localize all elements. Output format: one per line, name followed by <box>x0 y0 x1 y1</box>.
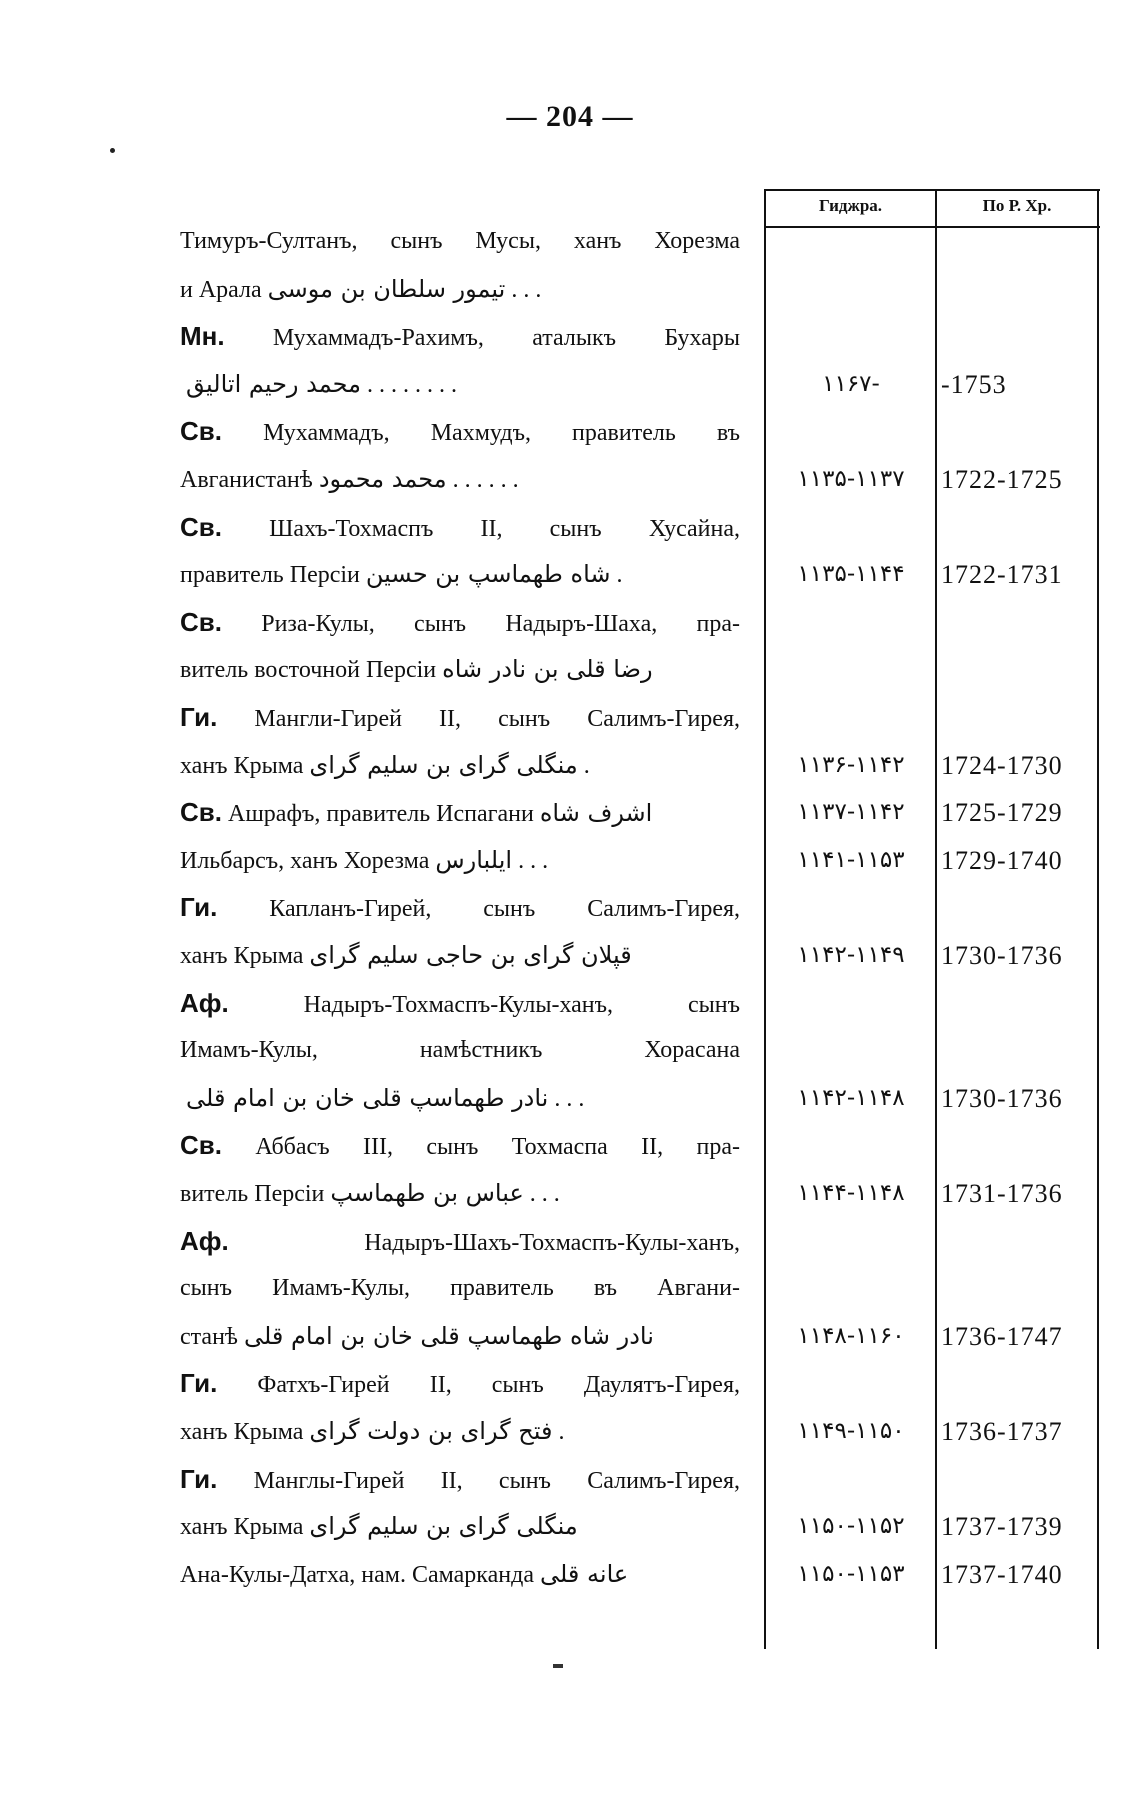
arabic-name: نادر شاه طهماسپ قلی خان بن امام قلی <box>243 1321 654 1350</box>
entry-line <box>180 837 740 885</box>
entry-line <box>180 408 740 456</box>
entry <box>180 218 740 313</box>
leader-dots: . <box>616 562 623 589</box>
entry-line <box>180 1027 740 1075</box>
hijra-date: ۱۱۵۰-۱۱۵۲ <box>797 1513 905 1540</box>
entry-line <box>180 1551 740 1599</box>
entry-line <box>180 1360 740 1408</box>
entry-line <box>180 1170 740 1218</box>
dynasty-abbreviation: Аф. <box>180 987 229 1018</box>
hijra-date: ۱۱۴۴-۱۱۴۸ <box>797 1180 905 1206</box>
hijra-date: ۱۱۴۹-۱۱۵۰ <box>797 1418 905 1444</box>
entry-line <box>180 884 740 932</box>
hijra-date: ۱۱۴۲-۱۱۴۹ <box>797 942 905 968</box>
leader-dots: . . . <box>511 276 542 303</box>
arabic-name: ایلبارس <box>435 845 513 874</box>
entry-line <box>180 1313 740 1361</box>
arabic-name: قپلان گرای بن حاجی سلیم گرای <box>309 940 632 969</box>
entry-line <box>180 504 740 552</box>
entry-text: Надыръ-Шахъ-Тохмаспъ-Кулы-ханъ, <box>364 1229 740 1256</box>
hijra-date: ۱۱۳۵-۱۱۴۴ <box>797 561 905 588</box>
page-number: — 204 — <box>506 100 634 133</box>
dynasty-abbreviation: Св. <box>180 416 222 447</box>
entry-text: Ана-Кулы-Датха, нам. Самарканда <box>180 1561 534 1588</box>
entry-text: Мангли-Гирей II, сынъ Салимъ-Гирея, <box>254 706 740 732</box>
christian-date: 1729-1740 <box>941 845 1063 875</box>
hijra-date: ۱۱۴۸-۱۱۶۰ <box>797 1322 905 1349</box>
arabic-name: منگلی گرای بن سلیم گرای <box>309 750 578 779</box>
entry-line <box>180 456 740 504</box>
arabic-name: رضا قلی بن نادر شاه <box>442 655 653 684</box>
entry-line <box>180 599 740 647</box>
entry-text: ханъ Крыма <box>180 942 304 969</box>
entry <box>180 313 740 408</box>
dynasty-abbreviation: Св. <box>180 797 222 828</box>
entry <box>180 1551 740 1599</box>
hijra-date: ۱۱۴۱-۱۱۵۳ <box>797 846 905 873</box>
header-christian: По Р. Хр. <box>982 196 1052 215</box>
arabic-name: محمد رحیم اتالیق <box>186 369 361 398</box>
entry-text: Аббасъ III, сынъ Тохмаспа II, пра- <box>255 1134 740 1161</box>
entry-text: Мухаммадъ, Махмудъ, правитель въ <box>263 420 740 447</box>
entry-line <box>180 313 740 361</box>
entry-text: ханъ Крыма <box>180 752 304 779</box>
entry-text: и Арала <box>180 276 262 303</box>
entry-text: станѣ <box>180 1323 238 1350</box>
entry-text: ханъ Крыма <box>180 1418 304 1445</box>
dynasty-abbreviation: Ги. <box>180 702 218 732</box>
arabic-name: فتح گرای بن دولت گرای <box>309 1416 553 1445</box>
entry-line <box>180 646 740 694</box>
hijra-date: ۱۱۴۲-۱۱۴۸ <box>797 1084 905 1111</box>
entry-line <box>180 789 740 837</box>
entry <box>180 504 740 599</box>
arabic-name: منگلی گرای بن سلیم گرای <box>309 1512 578 1541</box>
entry-line <box>180 1075 740 1123</box>
header-hijra: Гиджра. <box>818 196 883 215</box>
entry <box>180 1360 740 1455</box>
entry-text: правитель Персiи <box>180 562 360 589</box>
dynasty-abbreviation: Св. <box>180 606 222 637</box>
entry-text: Капланъ-Гирей, сынъ Салимъ-Гирея, <box>269 896 740 923</box>
christian-date: -1753 <box>941 369 1007 399</box>
entry-line <box>180 266 740 314</box>
hijra-date: ۱۱۳۶-۱۱۴۲ <box>797 751 905 778</box>
entry <box>180 837 740 885</box>
dynasty-abbreviation: Мн. <box>180 321 225 352</box>
christian-date: 1730-1736 <box>941 1083 1063 1113</box>
arabic-name: اشرف شاه <box>539 799 653 828</box>
christian-date: 1730-1736 <box>941 941 1063 970</box>
leader-dots: . . . . . . . . <box>366 371 457 398</box>
arabic-name: محمد محمود <box>318 464 447 493</box>
leader-dots: . <box>583 752 590 779</box>
entry <box>180 694 740 789</box>
entry-text: Имамъ-Кулы, намѣстникъ Хорасана <box>180 1037 740 1064</box>
entry-text: Манглы-Гирей II, сынъ Салимъ-Гирея, <box>253 1467 740 1494</box>
christian-date: 1722-1731 <box>941 560 1063 590</box>
leader-dots: . . . <box>518 847 549 874</box>
entry <box>180 408 740 503</box>
leader-dots: . . . <box>529 1180 560 1207</box>
entry-line <box>180 1265 740 1313</box>
entry-text: витель Персiи <box>180 1180 325 1207</box>
entry <box>180 884 740 979</box>
christian-date: 1722-1725 <box>941 465 1063 494</box>
christian-date: 1737-1739 <box>941 1512 1063 1542</box>
christian-date: 1736-1737 <box>941 1417 1063 1446</box>
entry-line <box>180 932 740 980</box>
dynasty-abbreviation: Ги. <box>180 892 218 923</box>
arabic-name: نادر طهماسپ قلی خان بن امام قلی <box>186 1083 549 1112</box>
christian-date: 1731-1736 <box>941 1179 1063 1208</box>
christian-date: 1725-1729 <box>941 798 1063 828</box>
entry-line <box>180 1503 740 1551</box>
arabic-name: عباس بن طهماسپ <box>330 1178 524 1207</box>
entry-line <box>180 1456 740 1504</box>
entry-line <box>180 218 740 266</box>
entry-line <box>180 1218 740 1266</box>
hijra-date: -۱۱۶۷ <box>822 370 880 397</box>
leader-dots: . . . <box>554 1085 585 1112</box>
entry <box>180 1218 740 1361</box>
entry-text: витель восточной Персiи <box>180 657 437 684</box>
entry-line <box>180 551 740 599</box>
dynasty-abbreviation: Аф. <box>180 1225 229 1256</box>
entry <box>180 599 740 694</box>
dynasty-abbreviation: Св. <box>180 511 222 542</box>
dynasty-abbreviation: Ги. <box>180 1463 218 1494</box>
entry-text: Надыръ-Тохмаспъ-Кулы-ханъ, сынъ <box>303 991 740 1018</box>
hijra-date: ۱۱۳۷-۱۱۴۲ <box>797 799 905 826</box>
arabic-name: عانه قلی <box>539 1559 629 1588</box>
entry-line <box>180 1408 740 1456</box>
entry-text: Фатхъ-Гирей II, сынъ Даулятъ-Гирея, <box>257 1372 740 1399</box>
entry-text: Шахъ-Тохмаспъ II, сынъ Хусайна, <box>269 515 740 542</box>
entry-line <box>180 361 740 409</box>
entry-line <box>180 1122 740 1170</box>
entry-text: Ашрафъ, правитель Испагани <box>227 801 534 828</box>
bottom-mark <box>553 1664 563 1668</box>
entry-text: Ильбарсъ, ханъ Хорезма <box>180 847 430 874</box>
leader-dots: . . . . . . <box>452 466 519 493</box>
entry <box>180 980 740 1123</box>
entry-line <box>180 694 740 742</box>
entry-text: ханъ Крыма <box>180 1514 304 1541</box>
christian-date: 1724-1730 <box>941 750 1063 780</box>
entry-text: Авганистанѣ <box>180 466 313 493</box>
arabic-name: شاه طهماسپ بن حسین <box>365 560 611 589</box>
dynasty-abbreviation: Св. <box>180 1130 222 1161</box>
hijra-date: ۱۱۳۵-۱۱۳۷ <box>797 466 905 492</box>
hijra-date: ۱۱۵۰-۱۱۵۳ <box>797 1560 905 1587</box>
arabic-name: تیمور سلطان بن موسی <box>267 274 506 303</box>
leader-dots: . <box>558 1418 565 1445</box>
entry-text: Тимуръ-Султанъ, сынъ Мусы, ханъ Хорезма <box>180 228 740 254</box>
dynasty-abbreviation: Ги. <box>180 1368 218 1399</box>
entry-line <box>180 742 740 790</box>
entry <box>180 1456 740 1551</box>
entry <box>180 789 740 837</box>
entry-line <box>180 980 740 1028</box>
entry-text: сынъ Имамъ-Кулы, правитель въ Авгани- <box>180 1275 740 1302</box>
entry <box>180 1122 740 1217</box>
entry-text: Риза-Кулы, сынъ Надыръ-Шаха, пра- <box>261 610 740 637</box>
entry-text: Мухаммадъ-Рахимъ, аталыкъ Бухары <box>272 325 740 352</box>
christian-date: 1736-1747 <box>941 1321 1063 1351</box>
christian-date: 1737-1740 <box>941 1559 1063 1589</box>
